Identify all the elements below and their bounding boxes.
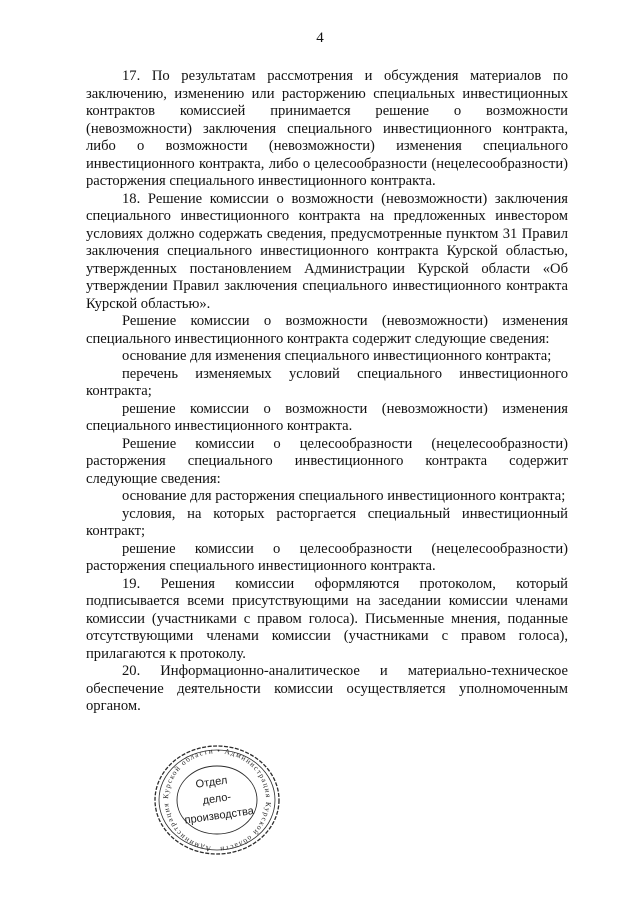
- paragraph-18: 18. Решение комиссии о возможности (невозможности) заключения специального инвестиционного контракта на предложенных инвестором условиях должно содержать сведения, предусмотренные пунктом 31 Правил заключения специального инвестиционного контракта Курской областью, утвержденных постановлением Администрации Курской области «Об утверждении Правил заключения специального инвестиционного контракта Курской областью».: [86, 190, 568, 312]
- paragraph-change-basis: основание для изменения специального инвестиционного контракта;: [122, 348, 552, 364]
- document-body: [86, 68, 568, 716]
- paragraph-change-list: перечень изменяемых условий специального инвестиционного контракта;: [86, 365, 568, 399]
- paragraph-19: 19. Решения комиссии оформляются протоколом, который подписывается всеми присутствующими на заседании комиссии членами комиссии (участниками с правом голоса). Письменные мнения, поданные отсутствующими членами комиссии (участниками с правом голоса), прилагаются к протоколу.: [86, 575, 568, 662]
- stamp-line-2: дело-: [201, 791, 232, 807]
- paragraph-change-decision: Решение комиссии о возможности (невозможности) изменения специального инвестиционного контракта содержит следующие сведения:: [86, 313, 568, 347]
- paragraph-termination-basis: основание для расторжения специального инвестиционного контракта;: [122, 488, 566, 504]
- paragraph-termination-decision: Решение комиссии о целесообразности (нецелесообразности) расторжения специального инвестиционного контракта содержит следующие сведения:: [86, 435, 568, 487]
- paragraph-termination-conditions: условия, на которых расторгается специальный инвестиционный контракт;: [86, 505, 568, 539]
- stamp-ring-text: Администрация Курской области • Администрация Курской области: [160, 745, 274, 855]
- paragraph-termination-result: решение комиссии о целесообразности (нецелесообразности) расторжения специального инвестиционного контракта.: [86, 540, 568, 574]
- stamp-line-3: производства: [183, 805, 255, 827]
- paragraph-17: 17. По результатам рассмотрения и обсуждения материалов по заключению, изменению или расторжению специальных инвестиционных контрактов комиссией принимается решение о возможности (невозможности) заключения специального инвестиционного контракта, либо о возможности (невозможности) изменения специального инвестиционного контракта, либо о целесообразности (нецелесообразности) расторжения специального инвестиционного контракта.: [86, 68, 568, 189]
- stamp-line-1: Отдел: [194, 774, 229, 791]
- office-stamp: [148, 742, 286, 858]
- paragraph-20: 20. Информационно-аналитическое и материально-техническое обеспечение деятельности комиссии осуществляется уполномоченным органом.: [86, 663, 568, 714]
- page-number: 4: [316, 30, 324, 46]
- paragraph-change-result: решение комиссии о возможности (невозможности) изменения специального инвестиционного контракта.: [86, 400, 568, 434]
